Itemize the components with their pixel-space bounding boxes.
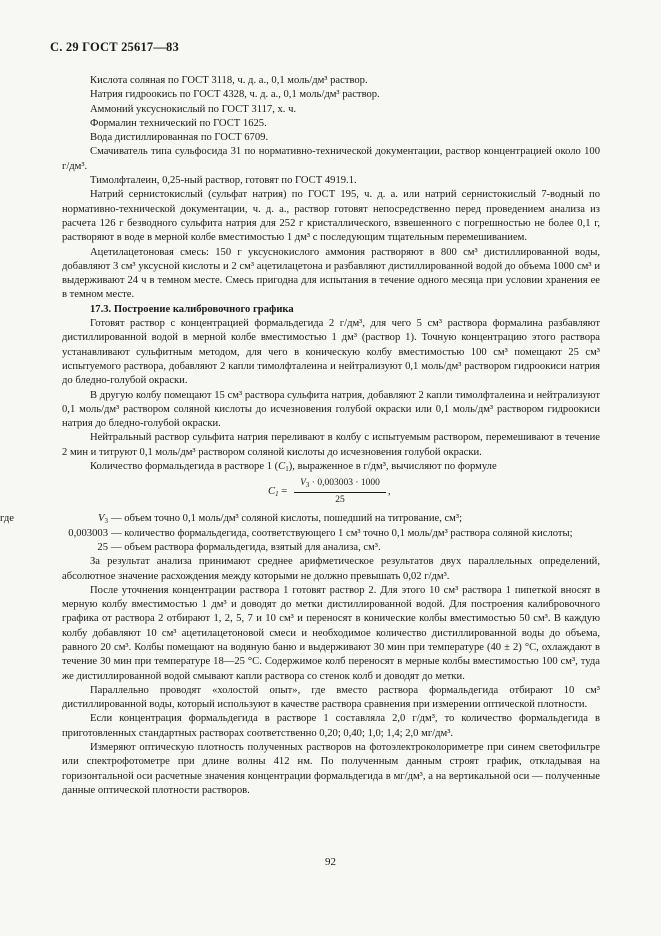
paragraph: Кислота соляная по ГОСТ 3118, ч. д. а., 0,1 моль/дм³ раствор. (90, 75, 368, 86)
definition-text: — объем раствора формальдегида, взятый для анализа, см³. (111, 541, 381, 553)
formula-intro-var: C (278, 461, 286, 473)
paragraph: Готовят раствор с концентрацией формальдегида 2 г/дм³, для чего 5 см³ раствора формалина разбавляют дистиллированной водой в мерной колбе вместимостью 1 дм³ (раствор 1). Точную концентрацию этого раствора устанавливают сульфитным методом, для чего в коническую колбу вместимостью 100 см³ помещают 25 см³ испытуемого раствора, добавляют 2 капли тимолфталеина и нейтрализуют 0,1 моль/дм³ раствором гидроокиси натрия до бледно-голубой окраски. (62, 318, 600, 387)
paragraph: Нейтральный раствор сульфита натрия переливают в колбу с испытуемым раствором, перемешивают в течение 2 мин и титруют 0,1 моль/дм³ раствором соляной кислоты до исчезновения голубой окраски. (62, 432, 600, 458)
paragraph: За результат анализа принимают среднее арифметическое результатов двух параллельных определений, абсолютное значение расхождения между которыми не должно превышать 0,02 г/дм³. (62, 556, 600, 582)
definition-key: $V_3$ (98, 513, 108, 526)
section-heading: 17.3. Построение калибровочного графика (90, 303, 294, 315)
definition-key: 0,003003 (68, 527, 108, 539)
definition-row (0, 527, 600, 541)
definition-text: — количество формальдегида, соответствующего 1 см³ точно 0,1 моль/дм³ раствора соляной кислоты; (111, 527, 573, 539)
definition-row (0, 541, 600, 555)
formula-comma: , (388, 486, 391, 498)
paragraph: Вода дистиллированная по ГОСТ 6709. (90, 132, 269, 144)
paragraph: В другую колбу помещают 15 см³ раствора сульфита натрия, добавляют 2 капли тимолфталеина и нейтрализуют 0,1 моль/дм³ раствором соляной кислоты до исчезновения голубой окраски или 0,1 моль/дм³ раствором гидроокиси натрия до бледно-голубой окраски. (62, 389, 600, 430)
definition-key: 25 (97, 541, 108, 553)
formula-fraction (294, 476, 386, 507)
where-label: где (0, 513, 14, 525)
paragraph: Тимолфталеин, 0,25-ный раствор, готовят по ГОСТ 4919.1. (90, 175, 357, 187)
definitions (0, 512, 600, 555)
formula-lhs: $C_1$ = (268, 486, 288, 499)
formula-intro: Количество формальдегида в растворе 1 $(C_1)$, выраженное в г/дм³, вычисляют по формуле (90, 461, 497, 474)
paragraph: Ацетилацетоновая смесь: 150 г уксуснокислого аммония растворяют в 800 см³ дистиллированной воды, добавляют 3 см³ уксусной кислоты и 2 см³ ацетилацетона и разбавляют дистиллированной водой до объема 1000 см³ и выдерживают 24 ч в темном месте. Смесь пригодна для испытания в течение одного месяца при условии хранения ее в темном месте. (62, 246, 600, 301)
page-header: С. 29 ГОСТ 25617—83 (50, 40, 179, 54)
formula (62, 476, 600, 506)
definition-text: — объем точно 0,1 моль/дм³ соляной кислоты, пошедший на титрование, см³; (111, 513, 463, 525)
paragraph: Натрий сернистокислый (сульфат натрия) по ГОСТ 195, ч. д. а. или натрий сернистокислый 7-водный по нормативно-технической документации, ч. д. а., раствор готовят непосредственно перед проведением анализа из расчета 126 г безводного сульфита натрия для 252 г кристаллического, взвешенного с погрешностью не более 0,1 г, растворяют в воде в мерной колбе вместимостью 1 дм³ с последующим тщательным перемешиванием. (62, 189, 600, 244)
paragraph: Измеряют оптическую плотность полученных растворов на фотоэлектроколориметре при синем светофильтре или спектрофотометре при длине волны 412 нм. По полученным данным строят график, откладывая на горизонтальной оси расчетные значения концентрации формальдегида в мг/дм³, а на вертикальной оси — полученные данные оптической плотности растворов. (62, 742, 600, 796)
paragraph: Натрия гидроокись по ГОСТ 4328, ч. д. а., 0,1 моль/дм³ раствор. (90, 89, 380, 101)
paragraph: Параллельно проводят «холостой опыт», где вместо раствора формальдегида отбирают 10 см³ дистиллированной воды, который используют в качестве раствора сравнения при измерении оптической плотности. (62, 684, 600, 711)
formula-numerator: $V_3 \cdot 0,003003 \cdot 1000$ (294, 476, 386, 492)
definition-row (0, 512, 600, 526)
paragraph: После уточнения концентрации раствора 1 готовят раствор 2. Для этого 10 см³ раствора 1 пипеткой вносят в мерную колбу вместимостью 1 дм³ и доводят до метки дистиллированной водой. Для построения калибровочного графика от раствора 2 отбирают 1, 2, 5, 7 и 10 см³ и переносят в конические колбы вместимостью 50 см³. В каждую колбу добавляют 10 см³ ацетилацетоновой смеси и необходимое количество дистиллированной воды до объема, равного 20 см³. Колбы помещают на водяную баню и выдерживают 30 мин при температуре (40 ± 2) °С, охлаждают в течение 30 мин при температуре 18—25 °С. Содержимое колб переносят в мерные колбы вместимостью 100 см³, туда же дистиллированной водой смывают капли раствора со стенок колб и доводят до метки. (62, 584, 600, 682)
document-body (0, 74, 600, 798)
paragraph: Смачиватель типа сульфосида 31 по нормативно-технической документации, раствор концентрацией около 100 г/дм³. (62, 146, 600, 172)
paragraph: Формалин технический по ГОСТ 1625. (90, 117, 267, 129)
paragraph: Если концентрация формальдегида в растворе 1 составляла 2,0 г/дм³, то количество формальдегида в приготовленных стандартных растворах соответственно 0,20; 0,40; 1,0; 1,4; 2,0 мг/дм³. (62, 713, 600, 739)
paragraph: Аммоний уксуснокислый по ГОСТ 3117, х. ч. (90, 103, 297, 115)
formula-denominator: 25 (335, 494, 345, 505)
page-number: 92 (325, 856, 336, 868)
